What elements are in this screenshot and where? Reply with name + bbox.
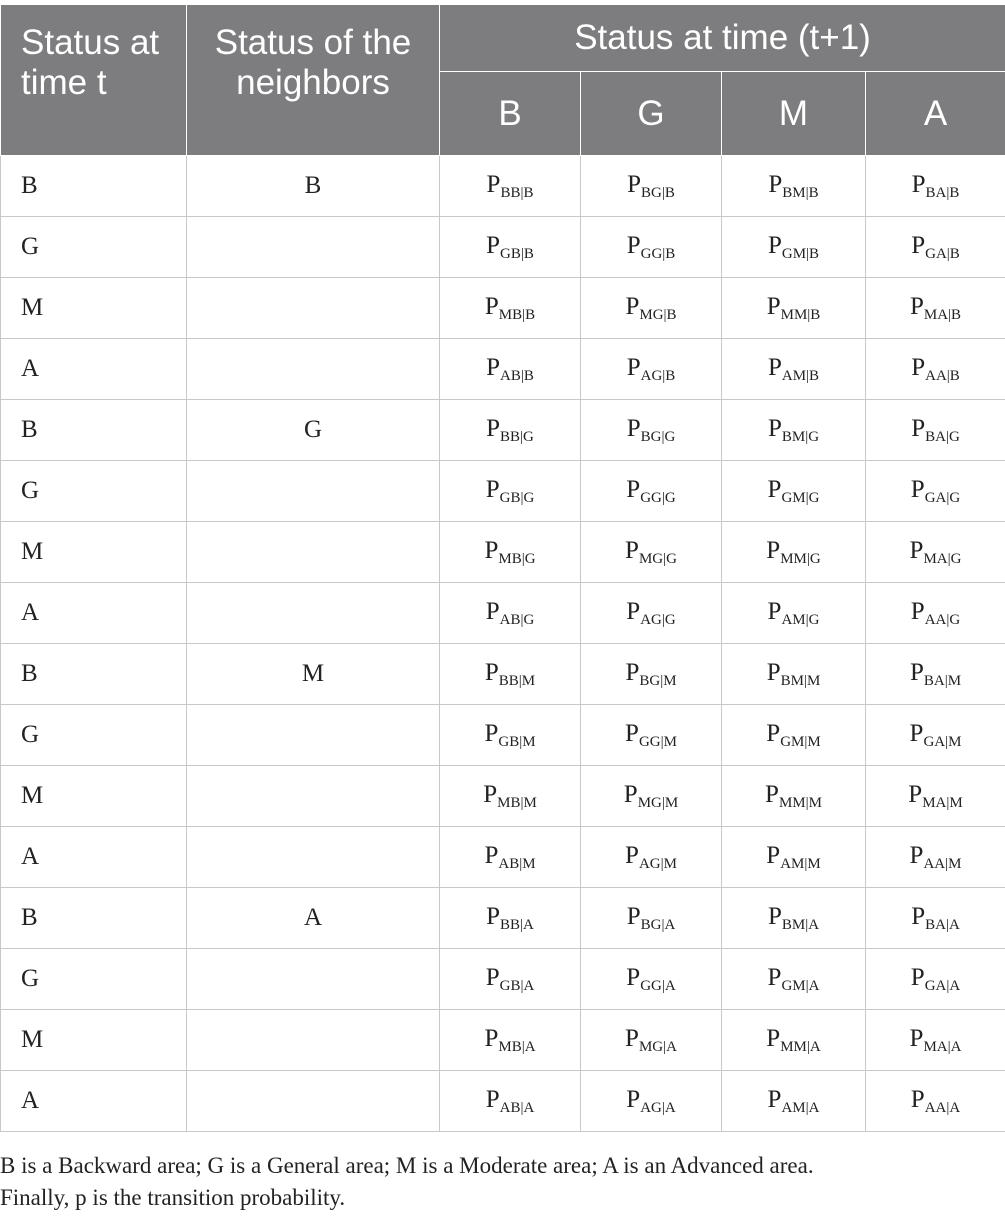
probability-cell	[722, 522, 866, 583]
probability-symbol: P	[626, 231, 641, 259]
header-sub-b: B	[440, 72, 581, 156]
table-row	[1, 400, 1005, 461]
probability-subscript: MB|A	[498, 1038, 536, 1055]
probability-cell	[866, 949, 1005, 1010]
probability-symbol: P	[626, 963, 641, 991]
status-at-time-t-cell: M	[1, 1010, 187, 1071]
probability-subscript: GA|A	[924, 977, 961, 994]
probability-cell	[440, 888, 581, 949]
probability-symbol: P	[484, 1024, 499, 1052]
probability-cell	[866, 278, 1005, 339]
probability-cell	[722, 339, 866, 400]
probability-cell	[866, 705, 1005, 766]
probability-symbol: P	[767, 353, 782, 381]
probability-symbol: P	[911, 170, 926, 198]
probability-symbol: P	[484, 658, 499, 686]
probability-subscript: AA|B	[925, 367, 960, 384]
probability-cell	[440, 644, 581, 705]
status-at-time-t-cell: G	[1, 949, 187, 1010]
probability-cell	[440, 1010, 581, 1071]
probability-symbol: P	[910, 475, 925, 503]
table-row	[1, 766, 1005, 827]
probability-cell	[581, 827, 722, 888]
status-at-time-t-cell: B	[1, 400, 187, 461]
probability-cell	[581, 156, 722, 217]
neighbor-status-cell	[187, 583, 440, 644]
neighbor-status-cell	[187, 461, 440, 522]
probability-cell	[440, 949, 581, 1010]
neighbor-status-cell	[187, 278, 440, 339]
neighbor-status-cell	[187, 1010, 440, 1071]
probability-symbol: P	[766, 536, 781, 564]
probability-symbol: P	[767, 1085, 782, 1113]
neighbor-status-cell	[187, 1071, 440, 1132]
probability-subscript: AB|B	[500, 367, 534, 384]
probability-cell	[722, 705, 866, 766]
probability-symbol: P	[911, 414, 926, 442]
header-status-at-time-t-plus-1: Status at time (t+1)	[440, 5, 1005, 72]
probability-symbol: P	[626, 902, 641, 930]
neighbor-status-cell	[187, 217, 440, 278]
probability-cell	[581, 949, 722, 1010]
probability-symbol: P	[486, 170, 501, 198]
probability-cell	[440, 217, 581, 278]
probability-subscript: BM|B	[782, 184, 819, 201]
probability-cell	[440, 827, 581, 888]
probability-subscript: AA|A	[924, 1099, 961, 1116]
probability-subscript: MA|A	[923, 1038, 962, 1055]
probability-subscript: GA|G	[924, 489, 961, 506]
probability-symbol: P	[909, 536, 924, 564]
probability-symbol: P	[911, 353, 926, 381]
probability-cell	[866, 217, 1005, 278]
probability-cell	[722, 156, 866, 217]
probability-cell	[866, 766, 1005, 827]
probability-symbol: P	[484, 536, 499, 564]
probability-cell	[866, 827, 1005, 888]
probability-subscript: AG|B	[640, 367, 676, 384]
probability-symbol: P	[909, 658, 924, 686]
probability-cell	[581, 278, 722, 339]
header-status-of-neighbors: Status of the neighbors	[187, 5, 440, 156]
table-row	[1, 827, 1005, 888]
probability-cell	[866, 156, 1005, 217]
probability-cell	[581, 522, 722, 583]
probability-cell	[722, 217, 866, 278]
neighbor-status-cell	[187, 522, 440, 583]
probability-subscript: BM|A	[781, 916, 820, 933]
header-sub-a: A	[866, 72, 1005, 156]
probability-subscript: BM|M	[780, 672, 821, 689]
probability-symbol: P	[765, 780, 779, 808]
probability-symbol: P	[909, 292, 924, 320]
probability-symbol: P	[767, 597, 782, 625]
probability-subscript: GM|A	[781, 977, 820, 994]
probability-cell	[722, 278, 866, 339]
probability-cell	[440, 522, 581, 583]
probability-subscript: AM|G	[781, 611, 820, 628]
probability-subscript: MB|G	[498, 550, 536, 567]
probability-cell	[440, 705, 581, 766]
table-row	[1, 339, 1005, 400]
probability-symbol: P	[485, 597, 500, 625]
header-sub-g: G	[581, 72, 722, 156]
probability-subscript: GB|B	[500, 245, 534, 262]
neighbor-status-cell: B	[187, 156, 440, 217]
probability-symbol: P	[626, 353, 641, 381]
probability-subscript: BA|M	[923, 672, 962, 689]
probability-subscript: BA|G	[925, 428, 960, 445]
probability-cell	[866, 400, 1005, 461]
probability-subscript: AM|M	[780, 855, 821, 872]
probability-symbol: P	[486, 414, 501, 442]
neighbor-status-cell	[187, 766, 440, 827]
table-row	[1, 278, 1005, 339]
probability-cell	[440, 339, 581, 400]
probability-subscript: MA|M	[922, 794, 963, 811]
probability-symbol: P	[767, 963, 782, 991]
probability-symbol: P	[625, 1024, 639, 1052]
probability-symbol: P	[625, 536, 639, 564]
status-at-time-t-cell: A	[1, 339, 187, 400]
probability-symbol: P	[766, 658, 781, 686]
probability-subscript: MG|M	[637, 794, 679, 811]
probability-symbol: P	[767, 414, 782, 442]
probability-symbol: P	[766, 292, 781, 320]
probability-cell	[440, 400, 581, 461]
probability-subscript: AB|A	[499, 1099, 535, 1116]
probability-subscript: GB|M	[498, 733, 536, 750]
probability-symbol: P	[485, 963, 500, 991]
probability-subscript: AB|G	[499, 611, 535, 628]
probability-subscript: GG|G	[640, 489, 676, 506]
probability-cell	[722, 1071, 866, 1132]
probability-subscript: MG|B	[639, 306, 677, 323]
probability-symbol: P	[909, 841, 924, 869]
probability-symbol: P	[911, 902, 926, 930]
probability-cell	[581, 644, 722, 705]
probability-cell	[866, 1010, 1005, 1071]
probability-symbol: P	[627, 170, 642, 198]
probability-cell	[440, 1071, 581, 1132]
status-at-time-t-cell: B	[1, 644, 187, 705]
probability-subscript: BG|B	[641, 184, 675, 201]
probability-subscript: MM|M	[778, 794, 822, 811]
neighbor-status-cell	[187, 827, 440, 888]
neighbor-status-cell	[187, 705, 440, 766]
probability-subscript: MM|A	[780, 1038, 821, 1055]
table-row	[1, 1010, 1005, 1071]
probability-cell	[866, 339, 1005, 400]
probability-subscript: MM|G	[780, 550, 821, 567]
probability-subscript: GB|A	[499, 977, 535, 994]
probability-cell	[581, 339, 722, 400]
status-at-time-t-cell: A	[1, 827, 187, 888]
probability-symbol: P	[625, 841, 639, 869]
probability-symbol: P	[908, 780, 923, 808]
probability-symbol: P	[767, 475, 782, 503]
status-at-time-t-cell: B	[1, 156, 187, 217]
probability-subscript: BM|G	[781, 428, 820, 445]
table-row	[1, 1071, 1005, 1132]
probability-symbol: P	[767, 902, 782, 930]
table-body	[1, 156, 1005, 1132]
neighbor-status-cell: A	[187, 888, 440, 949]
probability-subscript: AG|A	[640, 1099, 676, 1116]
probability-cell	[722, 400, 866, 461]
probability-cell	[866, 461, 1005, 522]
probability-symbol: P	[626, 597, 641, 625]
neighbor-status-cell: M	[187, 644, 440, 705]
probability-cell	[440, 461, 581, 522]
probability-subscript: MA|B	[923, 306, 962, 323]
probability-symbol: P	[485, 475, 500, 503]
neighbor-status-cell	[187, 339, 440, 400]
probability-cell	[866, 583, 1005, 644]
probability-symbol: P	[484, 292, 499, 320]
status-at-time-t-cell: M	[1, 766, 187, 827]
probability-cell	[440, 278, 581, 339]
probability-subscript: BA|A	[925, 916, 960, 933]
probability-cell	[866, 888, 1005, 949]
probability-symbol: P	[485, 1085, 500, 1113]
probability-cell	[581, 888, 722, 949]
probability-symbol: P	[626, 475, 641, 503]
probability-cell	[581, 583, 722, 644]
probability-subscript: GM|B	[781, 245, 820, 262]
probability-symbol: P	[910, 597, 925, 625]
probability-cell	[581, 461, 722, 522]
probability-symbol: P	[909, 1024, 924, 1052]
table-row	[1, 461, 1005, 522]
probability-cell	[866, 644, 1005, 705]
footnote-line-1: B is a Backward area; G is a General area; M is a Moderate area; A is an Advanced area.	[0, 1153, 814, 1178]
probability-cell	[722, 583, 866, 644]
probability-subscript: GG|B	[640, 245, 676, 262]
transition-probability-table	[0, 4, 1005, 1132]
neighbor-status-cell: G	[187, 400, 440, 461]
probability-subscript: BG|M	[639, 672, 677, 689]
table-row	[1, 705, 1005, 766]
probability-cell	[722, 949, 866, 1010]
probability-symbol: P	[910, 1085, 925, 1113]
table-footnote	[0, 1150, 1000, 1214]
table-row	[1, 156, 1005, 217]
probability-subscript: MG|G	[638, 550, 677, 567]
probability-subscript: AA|M	[923, 855, 962, 872]
table-row	[1, 949, 1005, 1010]
probability-symbol: P	[767, 231, 782, 259]
probability-symbol: P	[625, 658, 640, 686]
probability-cell	[581, 217, 722, 278]
probability-subscript: BB|A	[500, 916, 534, 933]
probability-subscript: GB|G	[499, 489, 535, 506]
table-row	[1, 644, 1005, 705]
probability-cell	[866, 522, 1005, 583]
table-row	[1, 583, 1005, 644]
probability-cell	[581, 1010, 722, 1071]
table-row	[1, 888, 1005, 949]
probability-cell	[581, 705, 722, 766]
footnote-line-2: Finally, p is the transition probability.	[0, 1185, 346, 1210]
probability-symbol: P	[626, 1085, 641, 1113]
probability-subscript: AB|M	[498, 855, 536, 872]
header-status-at-time-t: Status at time t	[1, 5, 187, 156]
status-at-time-t-cell: A	[1, 583, 187, 644]
probability-symbol: P	[911, 231, 926, 259]
probability-subscript: MG|A	[638, 1038, 677, 1055]
probability-subscript: AA|G	[924, 611, 961, 628]
probability-symbol: P	[486, 231, 501, 259]
table-row	[1, 217, 1005, 278]
probability-cell	[722, 1010, 866, 1071]
probability-symbol: P	[766, 719, 781, 747]
probability-subscript: GM|G	[781, 489, 820, 506]
probability-subscript: GA|B	[925, 245, 960, 262]
probability-cell	[581, 766, 722, 827]
status-at-time-t-cell: B	[1, 888, 187, 949]
header-sub-m: M	[722, 72, 866, 156]
probability-cell	[440, 766, 581, 827]
probability-symbol: P	[484, 841, 499, 869]
probability-symbol: P	[766, 841, 781, 869]
probability-subscript: BB|G	[500, 428, 534, 445]
probability-subscript: AM|A	[781, 1099, 820, 1116]
probability-subscript: BB|M	[498, 672, 536, 689]
probability-cell	[440, 156, 581, 217]
probability-cell	[866, 1071, 1005, 1132]
probability-symbol: P	[486, 353, 501, 381]
probability-symbol: P	[910, 963, 925, 991]
probability-subscript: GM|M	[780, 733, 821, 750]
probability-symbol: P	[484, 719, 499, 747]
probability-symbol: P	[483, 780, 498, 808]
probability-subscript: AM|B	[781, 367, 820, 384]
probability-cell	[440, 583, 581, 644]
probability-symbol: P	[768, 170, 783, 198]
probability-symbol: P	[625, 292, 640, 320]
probability-cell	[581, 400, 722, 461]
status-at-time-t-cell: M	[1, 522, 187, 583]
probability-subscript: GG|M	[638, 733, 677, 750]
status-at-time-t-cell: G	[1, 705, 187, 766]
probability-subscript: BB|B	[500, 184, 534, 201]
probability-subscript: GA|M	[923, 733, 962, 750]
probability-cell	[581, 1071, 722, 1132]
probability-subscript: MA|G	[923, 550, 962, 567]
status-at-time-t-cell: G	[1, 217, 187, 278]
neighbor-status-cell	[187, 949, 440, 1010]
probability-subscript: AG|G	[640, 611, 676, 628]
probability-symbol: P	[766, 1024, 781, 1052]
probability-cell	[722, 766, 866, 827]
probability-symbol: P	[623, 780, 638, 808]
probability-subscript: AG|M	[638, 855, 677, 872]
probability-subscript: MB|M	[497, 794, 537, 811]
probability-subscript: BG|A	[640, 916, 676, 933]
probability-subscript: GG|A	[640, 977, 676, 994]
probability-symbol: P	[626, 414, 641, 442]
probability-cell	[722, 888, 866, 949]
probability-cell	[722, 644, 866, 705]
probability-symbol: P	[625, 719, 639, 747]
probability-subscript: BA|B	[925, 184, 960, 201]
probability-subscript: MM|B	[780, 306, 821, 323]
table-row	[1, 522, 1005, 583]
probability-cell	[722, 461, 866, 522]
status-at-time-t-cell: G	[1, 461, 187, 522]
probability-symbol: P	[909, 719, 924, 747]
probability-symbol: P	[486, 902, 501, 930]
probability-subscript: BG|G	[640, 428, 676, 445]
probability-subscript: MB|B	[498, 306, 536, 323]
probability-cell	[722, 827, 866, 888]
status-at-time-t-cell: A	[1, 1071, 187, 1132]
status-at-time-t-cell: M	[1, 278, 187, 339]
